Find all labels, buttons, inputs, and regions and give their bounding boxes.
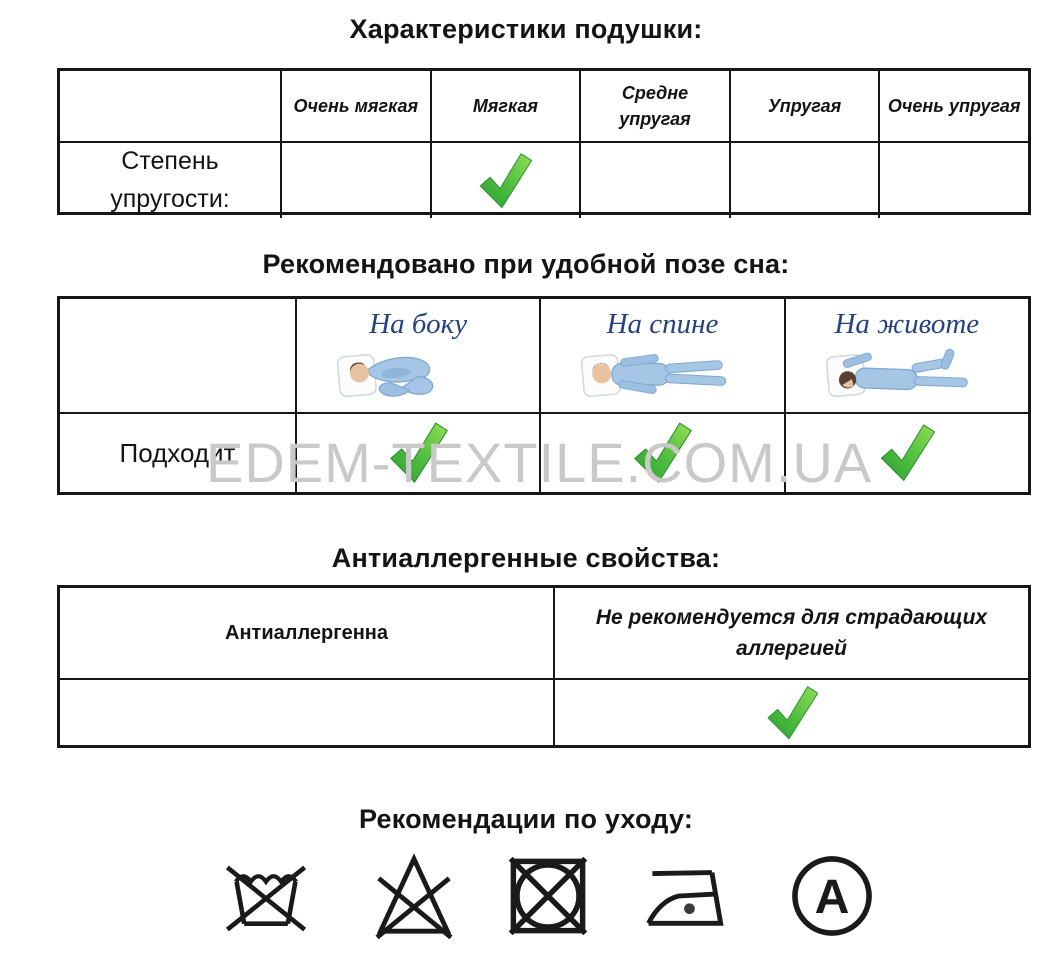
do-not-wash-icon xyxy=(210,854,322,938)
col-header-very-firm: Очень упругая xyxy=(878,71,1028,141)
sleeper-on-side-image xyxy=(328,342,508,404)
elasticity-cell-soft xyxy=(430,141,580,218)
dry-clean-a-icon xyxy=(786,852,878,940)
sleeper-on-back-image xyxy=(572,342,752,404)
do-not-bleach-icon xyxy=(368,852,460,940)
allergy-header-right: Не рекомендуется для страдающих аллергией xyxy=(553,588,1028,678)
checkmark-icon xyxy=(875,420,939,486)
elasticity-table xyxy=(57,68,1031,215)
elasticity-cell-medium xyxy=(579,141,729,218)
section-title-antiallergenic: Антиаллергенные свойства: xyxy=(331,543,721,573)
elasticity-cell-very-soft xyxy=(280,141,430,218)
allergy-header-left: Антиаллергенна xyxy=(225,621,388,644)
iron-one-dot-icon xyxy=(636,857,740,935)
elasticity-corner-cell xyxy=(60,71,280,141)
elasticity-value-row xyxy=(60,141,1028,212)
allergy-value-row xyxy=(60,678,1028,745)
sleeper-on-stomach-image xyxy=(817,342,997,404)
elasticity-row-label: Степень упругости: xyxy=(60,141,280,218)
position-label-on-side: На боку xyxy=(369,307,468,340)
do-not-tumble-dry-icon xyxy=(506,855,590,937)
allergy-cell-right xyxy=(553,678,1028,745)
checkmark-icon xyxy=(762,681,822,745)
section-title-characteristics: Характеристики подушки: xyxy=(349,14,703,44)
col-header-soft: Мягкая xyxy=(430,71,580,141)
col-header-medium: Средне упругая xyxy=(579,71,729,141)
sleep-header-row xyxy=(60,299,1028,412)
position-label-on-back: На спине xyxy=(606,307,719,340)
col-header-firm: Упругая xyxy=(729,71,879,141)
elasticity-header-row xyxy=(60,71,1028,141)
sleep-header-on-stomach xyxy=(784,299,1028,412)
position-label-on-stomach: На животе xyxy=(834,307,980,340)
dry-clean-letter: A xyxy=(814,870,850,925)
sleep-corner-cell xyxy=(60,299,295,412)
section-title-care: Рекомендации по уходу: xyxy=(358,804,694,834)
checkmark-icon xyxy=(474,148,536,214)
watermark-text: EDEM-TEXTILE.COM.UA xyxy=(206,431,873,494)
antiallergenic-table xyxy=(57,585,1031,748)
allergy-cell-left xyxy=(60,678,553,745)
elasticity-cell-very-firm xyxy=(878,141,1028,218)
section-title-sleep-positions: Рекомендовано при удобной позе сна: xyxy=(262,249,790,279)
col-header-very-soft: Очень мягкая xyxy=(280,71,430,141)
care-symbols-row xyxy=(57,852,1031,940)
elasticity-cell-firm xyxy=(729,141,879,218)
sleep-header-on-side xyxy=(295,299,539,412)
sleep-header-on-back xyxy=(539,299,783,412)
allergy-header-row xyxy=(60,588,1028,678)
sleep-row-label: Подходит xyxy=(60,412,295,492)
